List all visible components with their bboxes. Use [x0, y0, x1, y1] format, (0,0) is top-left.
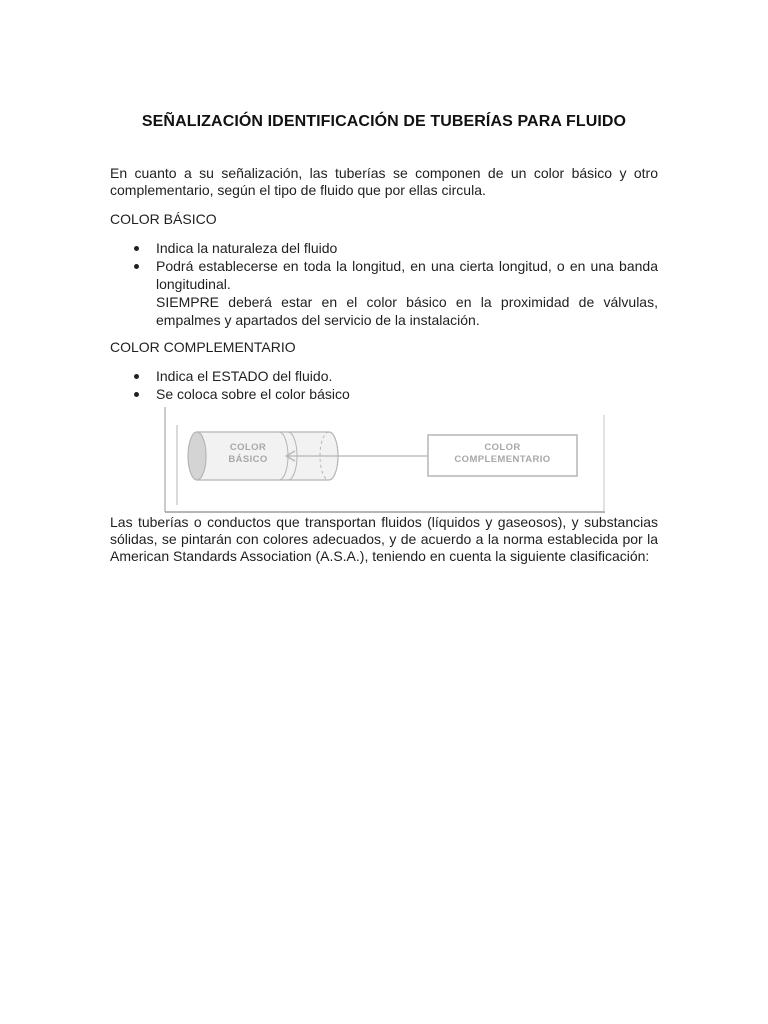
document-title: SEÑALIZACIÓN IDENTIFICACIÓN DE TUBERÍAS PARA FLUIDO — [141, 113, 627, 130]
box-label-line2: COMPLEMENTARIO — [454, 454, 551, 465]
list-item — [110, 239, 658, 257]
bullet-icon — [134, 392, 139, 397]
bullet-text: Podrá establecerse en toda la longitud, en una cierta longitud, o en una banda longitudinal. — [156, 258, 658, 292]
closing-paragraph: Las tuberías o conductos que transportan fluidos (líquidos y gaseosos), y substancias sólidas, se pintarán con colores adecuados, y de acuerdo a la norma establecida por la American Standards Association (A.S.A.), teniendo en cuenta la siguiente clasificación: — [110, 514, 658, 564]
bullet-text: Se coloca sobre el color básico — [156, 386, 350, 402]
bullet-icon — [134, 374, 139, 379]
bullet-text: Indica la naturaleza del fluido — [156, 240, 338, 256]
pipe-label-line1: COLOR — [229, 442, 267, 453]
basic-color-list — [110, 239, 658, 329]
list-item — [110, 367, 658, 385]
box-label-line1: COLOR — [484, 442, 521, 453]
bullet-text: Indica el ESTADO del fluido. — [156, 368, 333, 384]
bullet-icon — [134, 246, 139, 251]
complementary-color-list — [110, 367, 658, 403]
list-item — [110, 385, 658, 403]
basic-color-heading: COLOR BÁSICO — [110, 211, 217, 227]
pipe-diagram — [164, 407, 606, 513]
pipe-front-end — [188, 432, 206, 480]
bullet-icon — [134, 264, 139, 269]
list-item — [110, 257, 658, 329]
pipe-color-figure — [164, 407, 606, 513]
intro-paragraph: En cuanto a su señalización, las tuberías se componen de un color básico y otro complementario, según el tipo de fluido que por ellas circula. — [110, 165, 658, 198]
bullet-text-continuation: SIEMPRE deberá estar en el color básico en la proximidad de válvulas, empalmes y apartados del servicio de la instalación. — [156, 294, 658, 328]
pipe-label-line2: BÁSICO — [228, 454, 268, 465]
complementary-color-heading: COLOR COMPLEMENTARIO — [110, 339, 296, 355]
